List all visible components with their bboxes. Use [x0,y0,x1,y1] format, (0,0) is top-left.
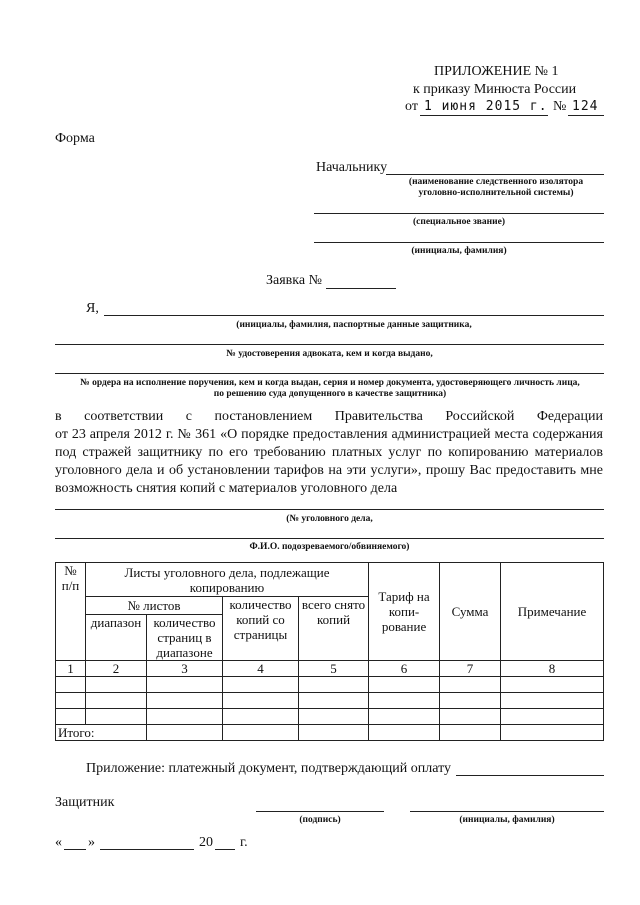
header-sheets: Листы уголовного дела, подлежащие копированию [86,563,369,597]
date-day-line [64,849,86,850]
header-copies-per-page: количество копий со страницы [223,597,299,661]
table-row [56,677,604,693]
attachment-label: Приложение: платежный документ, подтверждающий оплату [86,761,451,776]
header-pages-count: количество страниц в диапазоне [147,615,223,661]
defender-label: Защитник [55,795,115,810]
suspect-name-caption: Ф.И.О. подозреваемого/обвиняемого) [249,542,410,552]
request-body-rest: от 23 апреля 2012 г. № 361 «О порядке предоставления администрацией места содержания под стражей защитнику по его требованию платных услуг по копированию материалов уголовного дела и об установлении тарифов на эти услуги», прошу Вас предоставить мне возможность снятия копий с материалов уголовного дела [55,427,603,496]
table-row [56,709,604,725]
order-reference: к приказу Минюста России [413,82,577,97]
case-number-caption: (№ уголовного дела, [286,514,373,524]
header-sheet-numbers: № листов [86,597,223,615]
column-number: 4 [223,661,299,677]
applicant-i-label: Я, [86,301,99,316]
date-month-line [100,849,194,850]
date-year-line [215,849,235,850]
signature-caption: (подпись) [299,815,341,825]
warrant-line [55,373,604,374]
header-note: Примечание [501,563,604,661]
column-number: 6 [369,661,440,677]
defender-name-caption: (инициалы, фамилия) [459,815,555,825]
header-tariff: Тариф на копи-рование [369,563,440,661]
order-number-label: № [553,99,567,114]
request-number-line [326,288,396,289]
column-number: 7 [440,661,501,677]
rank-line [314,213,604,214]
order-date-line [420,115,548,116]
applicant-line [104,315,604,316]
header-range: диапазон [86,615,147,661]
signature-line [256,811,384,812]
name-caption: (инициалы, фамилия) [411,246,507,256]
request-body [55,408,603,498]
table-row [56,693,604,709]
column-number: 1 [56,661,86,677]
date-year-suffix: г. [240,835,248,850]
date-open-quote: « [55,835,62,850]
attachment-line [456,775,604,776]
rank-caption: (специальное звание) [412,217,506,227]
total-row [56,725,604,741]
suspect-name-line [55,538,604,539]
column-number: 2 [86,661,147,677]
appendix-title: ПРИЛОЖЕНИЕ № 1 [434,64,559,79]
header-sum: Сумма [440,563,501,661]
defender-name-line [410,811,604,812]
copy-request-table [55,562,604,741]
order-number-line [568,115,604,116]
column-number: 8 [501,661,604,677]
column-number-row [56,661,604,677]
certificate-line [55,344,604,345]
form-label: Форма [55,131,95,146]
date-year-prefix: 20 [199,835,213,850]
case-number-line [55,509,604,510]
certificate-caption: № удостоверения адвоката, кем и когда выдано, [226,349,433,359]
date-close-quote: » [88,835,95,850]
total-label: Итого: [56,725,147,741]
defender-caption: (инициалы, фамилия, паспортные данные защитника, [236,320,472,330]
column-number: 5 [299,661,369,677]
request-title: Заявка № [266,273,322,288]
header-total-copies: всего снято копий [299,597,369,661]
order-date: 1 июня 2015 г. [424,99,548,114]
header-num: № п/п [56,563,86,661]
addressee-line [386,174,604,175]
column-number: 3 [147,661,223,677]
order-from-label: от [405,99,418,114]
institution-caption: (наименование следственного изолятора уголовно-исполнительной системы) [408,177,584,198]
addressee-label: Начальнику [316,160,388,175]
name-line [314,242,604,243]
request-body-first-line: в соответствии с постановлением Правительства Российской Федерации [55,409,603,424]
warrant-caption: № ордера на исполнение поручения, кем и когда выдан, серия и номер документа, удостоверяющего личность лица, по решению суда допущенного в качестве защитника) [80,378,580,399]
order-number: 124 [572,99,599,114]
